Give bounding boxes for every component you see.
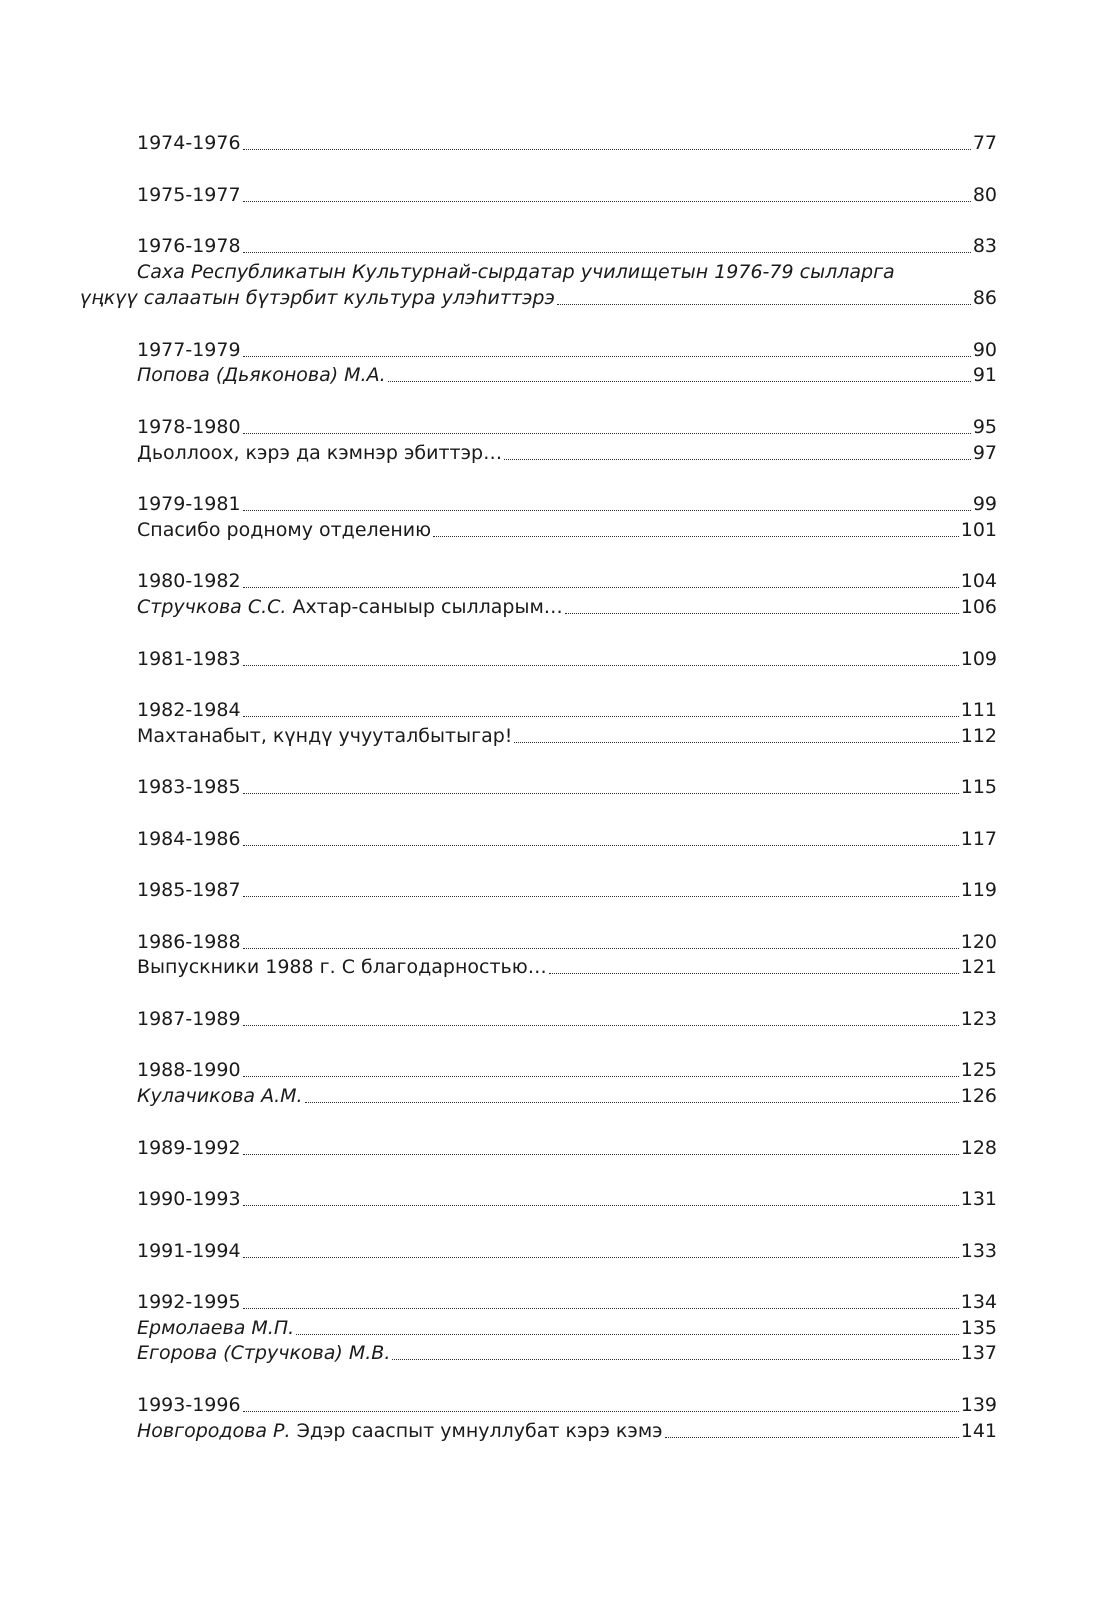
toc-entry-label: Выпускники 1988 г. С благодарностью… [137,956,547,978]
toc-entry-page: 115 [960,776,997,798]
toc-entry-page: 120 [960,931,997,953]
toc-entry-heading: Саха Республикатын Культурнай-сырдатар училищетын 1976-79 сылларга [137,261,895,283]
toc-entry-label: 1974-1976 [137,132,241,154]
toc-entry [137,1053,997,1081]
toc-entry [137,1336,997,1364]
toc-entry [137,1285,997,1313]
toc-dot-leader [392,1359,958,1360]
toc-dot-leader [296,1334,959,1335]
toc-dot-leader [305,1102,959,1103]
toc-entry-page: 80 [972,184,997,206]
toc-entry [137,410,997,438]
toc-entry-page: 111 [960,699,997,721]
toc-entry [137,1414,997,1442]
toc-entry [137,590,997,618]
toc-entry-label: 1976-1978 [137,235,241,257]
toc-entry-label: Дьоллоох, кэрэ да кэмнэр эбиттэр… [137,442,503,464]
toc-dot-leader [243,948,959,949]
toc-entry-author: Стручкова С.С. [137,596,287,618]
toc-dot-leader [243,201,971,202]
toc-entry [137,925,997,953]
toc-entry [137,564,997,592]
toc-entry [137,1182,997,1210]
toc-entry [137,436,997,464]
toc-dot-leader [243,149,971,150]
toc-entry [137,513,997,541]
toc-entry-page: 125 [960,1059,997,1081]
toc-dot-leader [243,1205,959,1206]
toc-entry [137,1388,997,1416]
toc-entry [80,281,997,309]
toc-entry-page: 121 [960,956,997,978]
toc-entry-label: 1986-1988 [137,931,241,953]
toc-entry-page: 104 [960,570,997,592]
toc-entry-page: 119 [960,879,997,901]
toc-entry-label: 1983-1985 [137,776,241,798]
toc-dot-leader [388,381,971,382]
toc-entry-label: Махтанабыт, күндү учууталбытыгар! [137,725,513,747]
toc-entry-page: 126 [960,1085,997,1107]
toc-entry-label: үңкүү салаатын бүтэрбит культура улэһиттэрэ [80,287,555,309]
toc-entry-author: Попова (Дьяконова) М.А. [137,364,386,386]
toc-entry-label: 1985-1987 [137,879,241,901]
toc-entry-label: 1978-1980 [137,416,241,438]
toc-entry-page: 134 [960,1291,997,1313]
toc-dot-leader [243,1411,959,1412]
toc-dot-leader [243,793,959,794]
toc-dot-leader [243,1257,959,1258]
toc-dot-leader [665,1437,959,1438]
toc-dot-leader [243,1076,959,1077]
toc-entry-author: Ермолаева М.П. [137,1317,295,1339]
toc-dot-leader [243,845,959,846]
toc-entry [137,333,997,361]
toc-entry [137,1311,997,1339]
toc-entry [137,719,997,747]
toc-entry [137,487,997,515]
toc-entry-page: 91 [972,364,997,386]
toc-entry [137,1002,997,1030]
toc-entry-label: 1989-1992 [137,1137,241,1159]
toc-entry-label: 1993-1996 [137,1394,241,1416]
toc-entry [137,822,997,850]
toc-entry-label: Спасибо родному отделению [137,519,432,541]
toc-entry-page: 95 [972,416,997,438]
toc-entry-label: 1992-1995 [137,1291,241,1313]
toc-entry [137,950,997,978]
toc-entry-page: 77 [972,132,997,154]
toc-entry [137,229,997,257]
toc-entry [137,770,997,798]
toc-entry-page: 112 [960,725,997,747]
toc-entry-page: 83 [972,235,997,257]
toc-entry-label: 1975-1977 [137,184,241,206]
toc-dot-leader [243,716,959,717]
toc-entry-label: 1977-1979 [137,339,241,361]
toc-entry [137,642,997,670]
toc-entry-page: 106 [960,596,997,618]
toc-entry-label: 1982-1984 [137,699,241,721]
toc-entry-page: 101 [960,519,997,541]
toc-entry [137,1234,997,1262]
toc-entry [137,126,997,154]
toc-dot-leader [514,742,958,743]
toc-dot-leader [504,459,971,460]
toc-dot-leader [243,587,959,588]
toc-entry-page: 133 [960,1240,997,1262]
toc-dot-leader [243,1154,959,1155]
toc-entry-page: 99 [972,493,997,515]
toc-entry-page: 139 [960,1394,997,1416]
toc-entry-author: Новгородова Р. [137,1420,291,1442]
toc-dot-leader [243,510,971,511]
toc-entry-page: 109 [960,648,997,670]
toc-dot-leader [243,252,971,253]
toc-dot-leader [557,304,971,305]
toc-entry-label: 1988-1990 [137,1059,241,1081]
toc-entry [137,873,997,901]
toc-entry-page: 141 [960,1420,997,1442]
toc-dot-leader [243,1308,959,1309]
toc-entry [137,178,997,206]
toc-entry-author: Егорова (Стручкова) М.В. [137,1342,391,1364]
toc-entry-label: 1987-1989 [137,1008,241,1030]
toc-dot-leader [433,536,959,537]
toc-entry-label: 1981-1983 [137,648,241,670]
toc-entry-label: 1980-1982 [137,570,241,592]
toc-entry-label: 1984-1986 [137,828,241,850]
toc-entry-page: 137 [960,1342,997,1364]
toc-dot-leader [549,973,959,974]
toc-dot-leader [243,1025,959,1026]
toc-dot-leader [565,613,959,614]
toc-entry [137,358,997,386]
toc-dot-leader [243,665,959,666]
toc-entry-label: Ахтар-саныыр сылларым… [292,596,563,618]
toc-entry-page: 90 [972,339,997,361]
toc-entry-label: 1990-1993 [137,1188,241,1210]
toc-entry-page: 128 [960,1137,997,1159]
toc-entry-label: 1979-1981 [137,493,241,515]
toc-entry-label: Эдэр сааспыт умнуллубат кэрэ кэмэ [296,1420,663,1442]
toc-entry-page: 86 [972,287,997,309]
toc-entry-author: Кулачикова А.М. [137,1085,303,1107]
toc-dot-leader [243,896,959,897]
toc-entry-page: 97 [972,442,997,464]
toc-entry-label: 1991-1994 [137,1240,241,1262]
toc-dot-leader [243,433,971,434]
toc-entry [137,1079,997,1107]
toc-entry-page: 135 [960,1317,997,1339]
toc-entry-page: 123 [960,1008,997,1030]
toc-dot-leader [243,356,971,357]
toc-entry-page: 117 [960,828,997,850]
toc-entry-page: 131 [960,1188,997,1210]
toc-entry [137,693,997,721]
toc-entry [137,1131,997,1159]
